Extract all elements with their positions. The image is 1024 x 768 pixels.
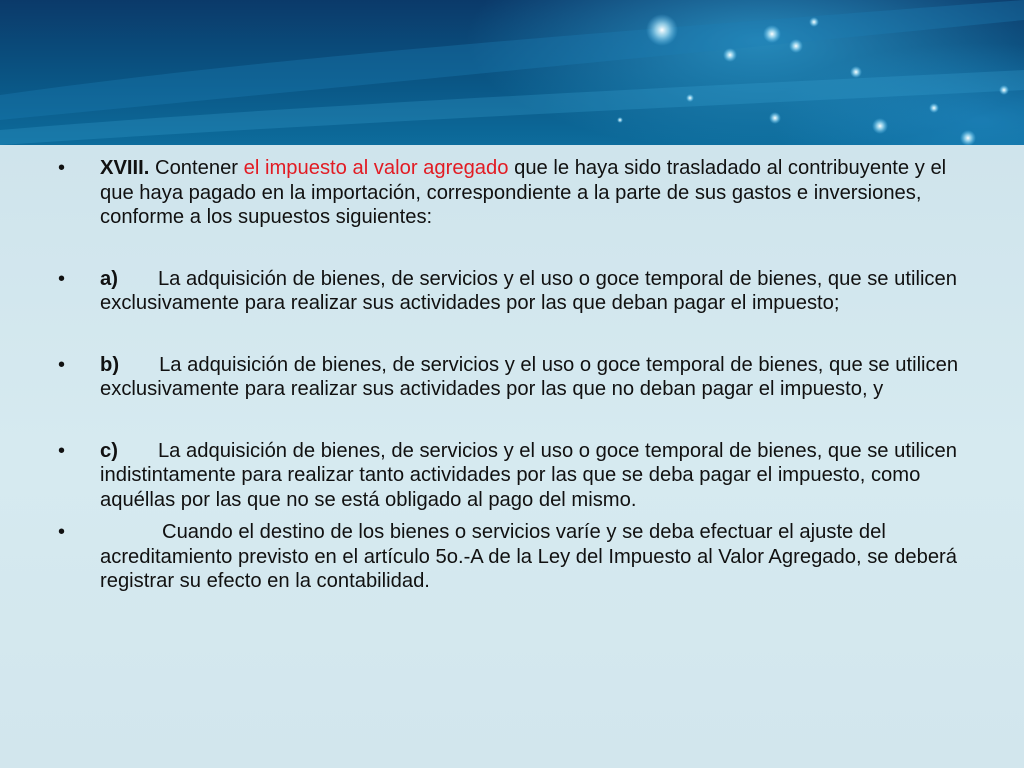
highlight-text: el impuesto al valor agregado [243,157,509,179]
bullet-list [58,156,963,594]
item-text: Contener [149,157,244,179]
list-item-b [58,353,963,402]
item-text: Cuando el destino de los bienes o servicios varíe y se deba efectuar el ajuste del acreditamiento previsto en el artículo 5o.-A de la Ley del Impuesto al Valor Agregado, se deberá registrar su efecto en la contabilidad. [100,521,957,592]
bullet-icon: • [58,267,66,290]
header-banner [0,0,1024,145]
bullet-icon: • [58,521,66,543]
list-item-c [58,439,963,513]
bullet-icon: • [58,353,66,376]
item-label: XVIII. [100,157,150,179]
bullet-icon: • [58,439,66,462]
bullet-icon: • [58,157,66,179]
item-label: c) [100,439,118,462]
sparkle-decoration [0,0,1024,145]
list-item-note [58,520,963,594]
item-text: La adquisición de bienes, de servicios y el uso o goce temporal de bienes, que se utilicen indistintamente para realizar tanto actividades por las que se deba pagar el impuesto, como aquéllas por las que no se está obligado al pago del mismo. [100,439,957,511]
list-item-a [58,267,963,316]
item-text: La adquisición de bienes, de servicios y el uso o goce temporal de bienes, que se utilicen exclusivamente para realizar sus actividades por las que deban pagar el impuesto; [100,267,957,314]
item-text: La adquisición de bienes, de servicios y el uso o goce temporal de bienes, que se utilicen exclusivamente para realizar sus actividades por las que no deban pagar el impuesto, y [100,353,959,400]
item-label: b) [100,353,120,376]
list-item-xviii [58,156,963,230]
item-label: a) [100,267,118,290]
item-text: que le haya sido trasladado al contribuyente y el que haya pagado en la importación, correspondiente a la parte de sus gastos e inversiones, conforme a los supuestos siguientes: [100,157,947,228]
